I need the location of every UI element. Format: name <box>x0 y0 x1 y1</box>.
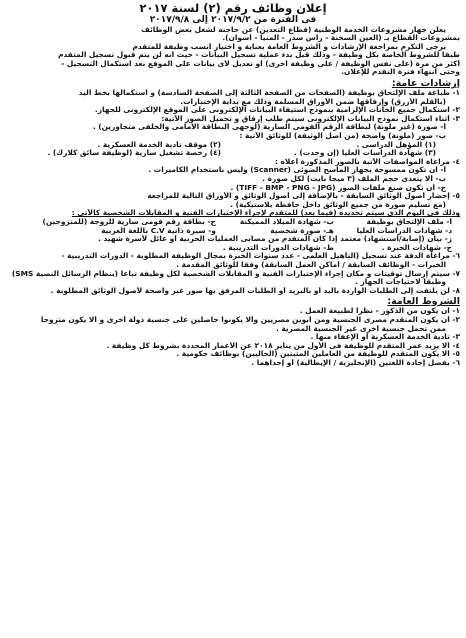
guideline-2: ٢- استكمال جميع الخانات الإلزامية بنموذج استيفاء البيانات الإلكترونى على الموقع الإلكترونى للجهاز. <box>94 106 460 115</box>
guideline-1-cont: (بالقلم الأزرق) وإرفاقها ضمن الأوراق المسلمة وذلك مع بداية الإختبارات. <box>180 97 446 106</box>
guideline-5: ٥- إحضار أصول الوثائق السابقة - بالإضافة إلى أصول الوثائق و الأوراق التالية للمراجعة <box>147 192 460 201</box>
guideline-5-item: د- شهادات الدراسات العليا <box>356 226 452 235</box>
announcement-title: إعلان وظائف رقم (٢) لسنة ٢٠١٧ <box>139 1 327 15</box>
guideline-8: ٨- لن يلتفت إلى الطلبات الواردة باليد أو بالبريد أو الطلبات المرفق بها صور غير واضحة لأصول الوثائق المطلوبة . <box>50 286 460 295</box>
announcement-period: فى الفترة من ٢٠١٧/٩/٢ إلى ٢٠١٧/٩/٨ <box>149 15 317 25</box>
guideline-3b: ب- صور (ملونة) واضحة (من أصل الوثيقة) للوثائق الآتية : <box>239 132 446 141</box>
intro-line: وحتى انتهاء فترة التقدم للإعلان. <box>341 68 460 77</box>
condition-2-cont: ممن تحمل جنسية أخرى غير الجنسية المصرية . <box>276 324 446 333</box>
guideline-5-row <box>6 227 460 236</box>
guideline-1: ١- طباعة ملف الإلتحاق بوظيفة (الصفحات من الصفحة الثالثة إلى الصفحة السادسة) و استكمالها بخط اليد <box>78 89 460 98</box>
guideline-7-cont: وطبقا لاحتياجات الجهاز . <box>355 278 446 287</box>
guideline-3b-row <box>6 149 460 158</box>
condition-2: ٢- أن يكون المتقدم مصرى الجنسية ومن أبوين مصريين وألا يكونوا حاصلين على جنسية دولة أخرى و ألا يكون متزوجاً <box>40 315 460 324</box>
condition-3: ٣- تأدية الخدمة العسكرية أو الإعفاء منها . <box>310 333 460 342</box>
guideline-3b-item: (٤) رخصة تشغيل سارية (لوظيفة سائق كلارك) . <box>47 149 221 158</box>
guideline-4: ٤- مراعاة المواصفات الآتية بالصور المذكورة أعلاه : <box>275 157 460 166</box>
intro-line: بمشروعات القطاع بـ (العين السخنة - رأس سدر - المنيا - أسوان). <box>222 34 460 43</box>
guideline-5-item: أ- ملف الإلتحاق بوظيفة <box>366 217 452 226</box>
guideline-5-cont: (مع تسليم صورة من جميع الوثائق داخل حافظة بلاستيكية) . <box>230 200 446 209</box>
guideline-3a: أ- صورة (غير ملونة) لبطاقة الرقم القومى السارية (لوجهى البطاقة الأمامى والخلفى متجاورين) . <box>92 123 446 132</box>
guideline-6: ٦- مراعاة الدقة عند تسجيل (التأهيل العلمى - عدد سنوات الخبرة بمجال الوظيفة المطلوبة - الدورات التدريبية - <box>61 252 460 261</box>
intro-line: أكثر من مرة (على نفس الوظيفة / على وظيفة أخرى) أو تعديل لأى بيانات على الموقع بعد استكمال التسجيل - <box>61 59 460 68</box>
guideline-5-item: ط- شهادات الدورات التدريبية . <box>222 243 334 252</box>
guideline-4a: أ- أن تكون ممسوحة بجهاز الماسح الضوئى (Scanner) وليس باستخدام الكاميرات . <box>148 166 446 175</box>
guideline-4c: ج- أن تكون صيغ ملفات الصور (TIFF - BMP - PNG - JPG) . <box>230 183 446 192</box>
condition-1: ١- أن يكون من الذكور - نظرا لطبيعة العمل . <box>299 307 460 316</box>
guideline-5-item: هـ- صورة شخصية <box>270 226 334 235</box>
intro-line: طبقا للشروط الخاصة بكل وظيفة - وذلك قبل بدء عملية تسجيل البيانات - حيث أنه لن يتم قبول تسجيل المتقدم <box>58 51 460 60</box>
guideline-7: ٧- سيتم إرسال توقيتات و مكان إجراء الإختبارات الفنية و المقابلات الشخصية لكل وظيفة تباعا (بنظام الرسائل النصية SMS) <box>11 269 460 278</box>
guideline-3: ٣- أثناء استكمال نموذج البيانات الإلكترونى سيتم طلب إرفاق و تحميل الصور الآتية: <box>161 114 460 123</box>
guideline-6-cont: الخبرات - الوظائف السابقة / أماكن العمل السابقة) وفقا للوثائق المقدمة . <box>176 260 446 269</box>
guideline-3b-item: (١) المؤهل الدراسى . <box>356 140 436 149</box>
guideline-5-row <box>6 244 460 253</box>
guideline-5-item: و- سيرة ذاتية C.V باللغة العربية <box>101 226 216 235</box>
condition-6: ٦- يفضل إجادة اللغتين (الإنجليزية / الإيطالية) أو إحداهما . <box>251 358 460 367</box>
guideline-5-item: ج- بطاقة رقم قومى سارية للزوجة (للمتزوجين) <box>42 217 216 226</box>
guideline-5-item: ب- شهادة الميلاد المميكنة <box>239 217 334 226</box>
guideline-5-row <box>6 218 460 227</box>
guidelines-heading: إرشادات عامة: <box>391 78 460 90</box>
guideline-5-item: ح- شهادات الخبرة . <box>381 243 452 252</box>
guideline-5-item: ز- بيان (إصابة/استشهاد) معتمد إذا كان المتقدم من مصابى العمليات الحربية أو عائل لأسرة شهيد . <box>98 235 452 244</box>
guideline-3b-item: (٢) موقف تأدية الخدمة العسكرية . <box>97 140 221 149</box>
guideline-3b-item: (٣) شهادة الدراسات العليا (إن وجدت) . <box>294 149 436 158</box>
guideline-3b-row <box>6 141 460 150</box>
guideline-5-note: وذلك فى اليوم الذى سيتم تحديده (فيما بعد) للمتقدم لإجراء الإختبارات الفنية و المقابلات الشخصية كالآتى : <box>71 209 460 218</box>
condition-4: ٤- ألا يزيد عمر المتقدم للوظيفة فى الأول من يناير ٢٠١٨ عن الأعمار المحددة بشروط كل وظيفة . <box>106 341 460 350</box>
intro-line: يرجى التكرم بمراجعة الإرشادات و الشروط العامة بعناية و اختيار أنسب وظيفة للمتقدم <box>132 42 446 51</box>
condition-5: ٥- ألا يكون المتقدم للوظيفة من العاملين المثبتين (الحاليين) بوظائف حكومية . <box>176 350 460 359</box>
guideline-4b: ب- ألا يتعدى حجم الملف (٣ ميجا بايت) لكل صورة . <box>262 175 446 183</box>
conditions-heading: الشروط العامة: <box>387 296 460 308</box>
intro-line: يعلن جهاز مشروعات الخدمة الوطنية (قطاع التعدين) عن حاجته لشغل بعض الوظائف <box>141 25 446 34</box>
